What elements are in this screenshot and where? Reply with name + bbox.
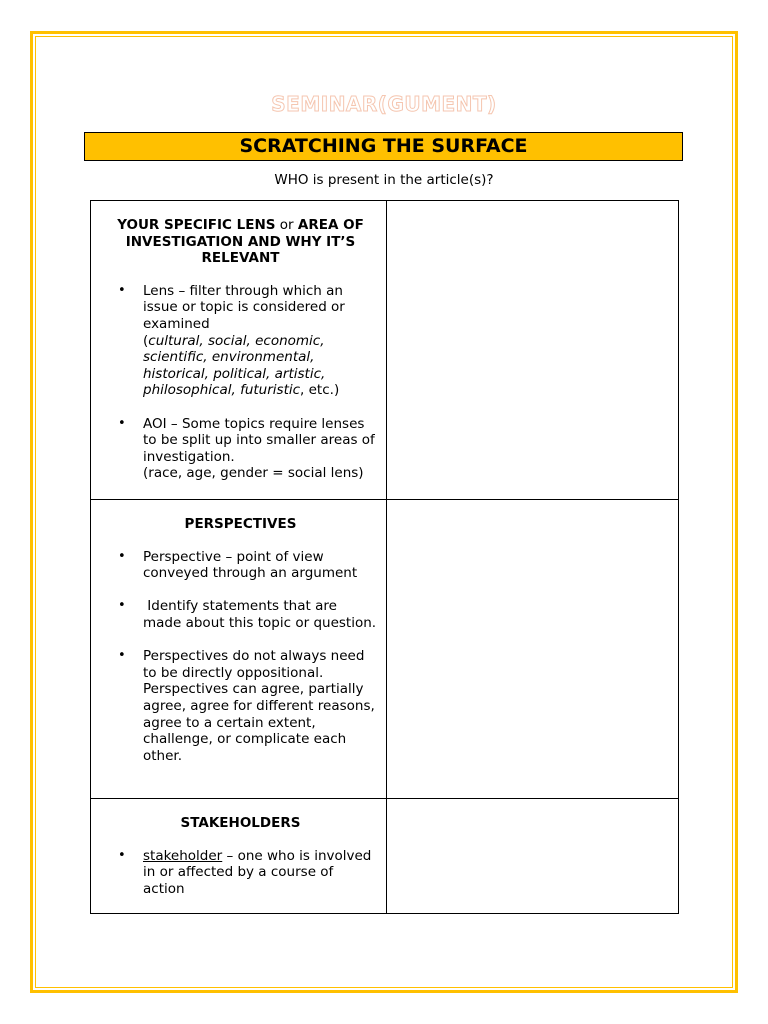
lens-paren-open: (	[143, 332, 149, 349]
lens-row	[91, 201, 679, 500]
lens-bullet-definition	[109, 283, 378, 399]
lens-heading-part-1: YOUR SPECIFIC LENS	[117, 217, 276, 233]
stakeholder-definition: – one who is involved in or affected by a course of action	[143, 847, 372, 897]
perspectives-prompt-cell	[91, 500, 387, 799]
lens-bullet-list	[109, 283, 378, 482]
lens-answer-cell[interactable]	[387, 201, 679, 500]
perspectives-bullet	[109, 598, 378, 631]
stakeholders-heading: STAKEHOLDERS	[180, 815, 301, 831]
bullet-icon: •	[118, 598, 126, 614]
lens-definition-text: Lens – filter through which an issue or topic is considered or examined	[143, 282, 345, 332]
perspectives-bullet	[109, 648, 378, 764]
aoi-example: (race, age, gender = social lens)	[143, 465, 364, 482]
perspectives-bullet	[109, 549, 378, 582]
stakeholders-answer-cell[interactable]	[387, 799, 679, 914]
stakeholders-bullet-list	[109, 848, 378, 898]
lens-prompt-cell	[91, 201, 387, 500]
document-title: SCRATCHING THE SURFACE	[84, 132, 683, 161]
perspectives-answer-cell[interactable]	[387, 500, 679, 799]
lens-bullet-aoi	[109, 416, 378, 482]
lens-heading-part-2: AREA OF INVESTIGATION AND WHY IT’S RELEVANT	[125, 217, 364, 267]
stakeholder-term: stakeholder	[143, 847, 223, 864]
perspectives-heading: PERSPECTIVES	[184, 516, 297, 532]
lens-paren-close: , etc.)	[300, 382, 340, 399]
bullet-icon: •	[118, 648, 126, 664]
aoi-text: AOI – Some topics require lenses to be split up into smaller areas of investigation.	[143, 415, 375, 465]
perspectives-bullet-text: Identify statements that are made about this topic or question.	[143, 598, 377, 631]
bullet-icon: •	[118, 282, 126, 298]
bullet-icon: •	[118, 415, 126, 431]
seminar-logo: SEMINAR(GUMENT)	[271, 92, 497, 116]
perspectives-bullet-list	[109, 549, 378, 765]
stakeholders-bullet	[109, 848, 378, 898]
stakeholders-prompt-cell	[91, 799, 387, 914]
lens-heading-connector: or	[275, 217, 298, 233]
bullet-icon: •	[118, 847, 126, 863]
perspectives-bullet-text: Perspective – point of view conveyed through an argument	[143, 548, 358, 582]
bullet-icon: •	[118, 548, 126, 564]
lens-heading	[109, 217, 378, 267]
perspectives-row	[91, 500, 679, 799]
lens-examples: cultural, social, economic, scientific, environmental, historical, political, artistic, philosophical, futuristic	[143, 332, 326, 399]
perspectives-bullet-text: Perspectives do not always need to be directly oppositional. Perspectives can agree, partially agree, agree for different reasons, agree to a certain extent, challenge, or complicate each other.	[143, 648, 375, 764]
stakeholders-row	[91, 799, 679, 914]
worksheet-table	[90, 200, 679, 914]
document-subtitle: WHO is present in the article(s)?	[274, 172, 494, 188]
